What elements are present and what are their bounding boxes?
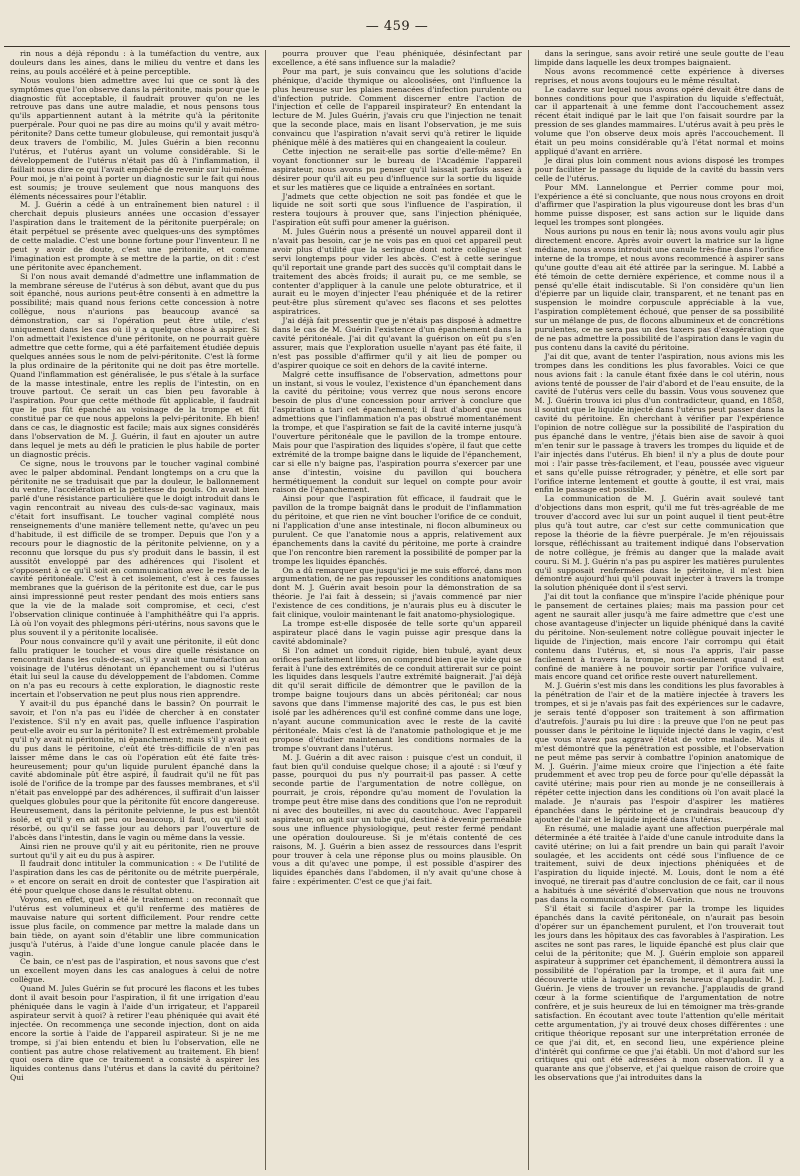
paragraph: M. J. Guérin a cédé à un entraînement bien naturel : il cherchait depuis plusieurs années une occasion d'essayer l'aspiration dans le traitement de la péritonite puerpérale; on était perpétuel se présente avec quelques-uns des symptômes de cette maladie. C'est une bonne fortune pour l'inventeur. Il ne peut y avoir de doute, c'est une péritonite, et comme l'imagination est prompte à se mettre de la partie, on dit : c'est une péritonite avec épanchement. [10, 200, 260, 272]
paragraph: pourra prouver que l'eau phéniquée, désinfectant par excellence, a été sans influence sur la maladie? [272, 50, 522, 67]
paragraph: Nous voulons bien admettre avec lui que ce sont là des symptômes que l'on observe dans la péritonite, mais pour que le diagnostic fût acceptable, il faudrait prouver qu'on ne les retrouve pas dans une autre maladie, et nous pensons tous qu'ils appartiennent autant à la métrite qu'à la péritonite puerpérale. Pour quoi ne pas dire au moins qu'il y avait métro-péritonite? Dans cette tumeur globuleuse, qui remontait jusqu'à deux travers de l'ombilic, M. Jules Guérin a bien reconnu l'utérus, et l'utérus ayant un volume considérable. Si le développement de l'utérus n'était pas dû à l'inflammation, il faillait nous dire ce qui l'avait empêché de revenir sur lui-même. Pour moi, je n'ai point à porter un diagnostic sur le fait qui nous est soumis; je trouve seulement que nous manquons des éléments nécessaires pour l'établir. [10, 75, 260, 201]
paragraph: J'ai dit tout la confiance que m'inspire l'acide phénique pour le pansement de certaines plaies; mais ma passion pour cet agent ne saurait aller jusqu'à me faire admettre que c'est une chose avantageuse d'injecter un liquide phéniqué dans la cavité du péritoine. Non-seulement notre collègue pouvait injecter le liquide de l'injection, mais encore l'air corrompu qui était contenu dans l'utérus, et, si nous l'a appris, l'air passe facilement à travers la trompe, non-seulement quand il est confiné de manière à ne pouvoir sortir par l'orifice vulvaire, mais encore quand cet orifice reste ouvert naturellement. [534, 592, 784, 682]
paragraph: On a dû remarquer que jusqu'ici je me suis efforcé, dans mon argumentation, de ne pas repousser les conditions anatomiques dont M. J. Guérin avait besoin pour la démonstration de sa théorie. Je l'ai fait à dessein; si j'avais commencé par nier l'existence de ces conditions, je n'aurais plus eu à discuter le fait clinique, vouloir maintenant le fait anatomo-physiologique. [272, 565, 522, 620]
paragraph: Voyons, en effet, quel a été le traitement : on reconnaît que l'utérus est volumineux et qu'il renferme des matières de mauvaise nature qui sortent difficilement. Pour rendre cette issue plus facile, on commence par mettre la malade dans un bain tiède, on ayant soin d'établir une libre communication jusqu'à l'utérus, à l'aide d'une longue canule placée dans le vagin. [10, 895, 260, 958]
paragraph: J'ai déjà fait pressentir que je n'étais pas disposé à admettre dans le cas de M. Guérin l'existence d'un épanchement dans la cavité péritonéale. J'ai dit qu'avant la guérison on eût pu s'en assurer, mais que l'exploration usuelle n'ayant pas été faite, il n'est pas possible d'affirmer qu'il y ait lieu de pomper ou d'aspirer quoique ce soit en dehors de la cavité interne. [272, 316, 522, 370]
paragraph: Ce bain, ce n'est pas de l'aspiration, et nous savons que c'est un excellent moyen dans les cas analogues à celui de notre collègue. [10, 957, 260, 985]
paragraph: Le cadavre sur lequel nous avons opéré devait être dans de bonnes conditions pour que l'aspiration du liquide s'effectuât, car il appartenait à une femme dont l'accouchement assez récent était indiqué par le lait que l'on faisait sourdre par la pression de ses glandes mammaires. L'utérus avait à peu près le volume que l'on observe deux mois après l'accouchement. Il était un peu moins considérable qu'à l'état normal et moins appliqué d'avant en arrière. [534, 84, 784, 156]
paragraph: Nous avons recommencé cette expérience à diverses reprises, et nous avons toujours eu le même résultat. [534, 66, 784, 85]
paragraph: Il faudrait donc intituler la communication : « De l'utilité de l'aspiration dans les cas de péritonite ou de métrite puerpérale, » et encore on serait en droit de contester que l'aspiration ait été pour quelque chose dans le résultat obtenu. [10, 859, 260, 896]
page-number: — 459 — [365, 19, 429, 34]
paragraph: Je dirai plus loin comment nous avions disposé les trompes pour faciliter le passage du liquide de la cavité du bassin vers celle de l'utérus. [534, 155, 784, 183]
paragraph: La communication de M. J. Guérin avait soulevé tant d'objections dans mon esprit, qu'il me fut très-agréable de me trouver d'accord avec lui sur un point auquel il tient peut-être plus qu'à tout autre, car c'est sur cette communication que repose la théorie de la fièvre puerpérale. Je m'en réjouissais lorsque, réfléchissant au traitement indiqué dans l'observation de notre collègue, je frémis au danger que la malade avait couru. Si M. J. Guérin n'a pas pu aspirer les matières purulentes qu'il supposait renfermées dans le péritoine, il m'est bien démontré aujourd'hui qu'il pouvait injecter à travers la trompe la solution phéniquée dont il s'est servi. [534, 494, 784, 593]
paragraph: Pour ma part, je suis convaincu que les solutions d'acide phénique, d'acide thymique ou alcoolisées, ont l'influence la plus heureuse sur les plaies menacées d'infection purulente ou d'infection putride. Comment discerner entre l'action de l'injection et celle de l'appareil inspirateur? En entendant la lecture de M. Jules Guérin, j'avais cru que l'injection ne tenait que la seconde place, mais en lisant l'observation, je me suis convaincu que l'aspiration n'avait servi qu'à retirer le liquide phénique mêlé à des matières qui en changeaient la couleur. [272, 66, 522, 148]
paragraph: Ainsi rien ne prouve qu'il y ait eu péritonite, rien ne prouve surtout qu'il y ait eu du pus à aspirer. [10, 841, 260, 860]
paragraph: En résumé, une maladie ayant une affection puerpérale mal déterminée a été traitée à l'aide d'une canule introduite dans la cavité utérine; on lui a fait prendre un bain qui paraît l'avoir soulagée, et les accidents ont cédé sous l'influence de ce traitement, suivi de deux injections phéniquées et de l'aspiration du liquide injecté. M. Louis, dont le nom a été invoqué, ne tirerait pas d'autre conclusion de ce fait, car il nous a habitués à une sévérité d'observation que nous ne trouvons pas dans la communication de M. Guérin. [534, 823, 784, 905]
column-middle [265, 50, 527, 1170]
paragraph: S'il était si facile d'aspirer par la trompe les liquides épanchés dans la cavité péritonéale, on n'aurait pas besoin d'opérer sur un épanchement purulent, et l'on trouverait tout les jours dans les hôpitaux des cas favorables à l'aspiration. Les ascites ne sont pas rares, le liquide épanché est plus clair que celui de la péritonite; que M. J. Guérin emploie son appareil aspirateur à supprimer cet épanchement, il démontrera aussi la possibilité de l'opération par la trompe, et il aura fait une découverte utile à laquelle je serais heureux d'applaudir. M. J. Guérin. Je viens de trouver un revanche. J'applaudis de grand cœur à la forme scientifique de l'argumentation de notre confrère, et je suis heureux de lui en témoigner ma très-grande satisfaction. En écoutant avec toute l'attention qu'elle méritait cette argumentation, j'y ai trouvé deux choses différentes : une critique théorique reposant sur une interprétation erronée de ce que j'ai dit, et, en second lieu, une expérience pleine d'intérêt qui confirme ce que j'ai établi. Un mot d'abord sur les critiques qui ont été adressées à mon observation. Il y a quarante ans que j'observe, et j'ai quelque raison de croire que les observations que j'ai introduites dans la [534, 904, 784, 1083]
paragraph: Nous aurions pu nous en tenir là; nous avons voulu agir plus directement encore. Après avoir ouvert la matrice sur la ligne médiane, nous avons introduit une canule très-fine dans l'orifice interne de la trompe, et nous avons recommencé à aspirer sans qu'une goutte d'eau ait été attirée par la seringue. M. Labbé a été témoin de cette dernière expérience, et comme nous il a pensé qu'elle était indiscutable. Si l'on considère qu'un lien d'épierre par un liquide clair, transparent, et ne tenant pas en suspension le moindre corpuscule appréciable à la vue, l'aspiration complètement échoué, que penser de sa possibilité sur un mélange de pus, de flocons albumineux et de concrétions purulentes, ce ne sera pas un des taxers pas d'exagération que de ne pas admettre la possibilité de l'aspiration dans le vagin du pus contenu dans la cavité du péritoine. [534, 227, 784, 352]
paragraph: Ce signe, nous le trouvons par le toucher vaginal combiné avec le palper abdominal. Pendant longtemps on a cru que la péritonite ne se traduisait que par la douleur, le ballonnement du ventre, l'accélération et la petitesse du pouls. On avait bien parlé d'une résistance particulière que le doigt introduit dans le vagin rencontrait au niveau des culs-de-sac vaginaux, mais c'était fort insuffisant. Le toucher vaginal complété nous renseignements d'une manière tellement nette, qu'avec un peu d'habitude, il est difficile de se tromper. Depuis que l'on y a recours pour le diagnostic de la péritonite pelvienne, on y a reconnu que lorsque du pus s'y produit dans le bassin, il est aussitôt enveloppé par des adhérences qui l'isolent et s'opposent à ce qu'il soit en communication avec le reste de la cavité péritonéale. C'est à cet isolement, c'est à ces fausses membranes que la guérison de la péritonite est due, car le pus ainsi impressionné peut rester pendant des mois entiers sans que la vie de la malade soit compromise, et ceci, c'est l'observation clinique continuée à l'amphithéâtre qui l'a appris. Là où l'on voyait des phlegmons péri-utérins, nous savons que le plus souvent il y a péritonite localisée. [10, 458, 260, 637]
paragraph: M. J. Guérin a dit avec raison : puisque c'est un conduit, il faut bien qu'il conduise quelque chose; il a ajouté : si l'œuf y passe, pourquoi du pus n'y pourrait-il pas passer. A cette seconde partie de l'argumentation de notre collègue, on pourrait, je crois, répondre qu'au moment de l'ovulation la trompe peut être mise dans des conditions que l'on ne reproduit ni avec des bouteilles, ni avec du caoutchouc. Avec l'appareil aspirateur, on agit sur un tube qui, destiné à devenir perméable sous une influence physiologique, peut rester fermé pendant une opération douloureuse. Si je m'étais contenté de ces raisons, M. J. Guérin a bien assez de ressources dans l'esprit pour trouver à cela une réponse plus ou moins plausible. On vous a dit qu'avec une pompe, il est possible d'aspirer des liquides épanchés dans l'abdomen, il n'y avait qu'une chose à faire : expérimenter. C'est ce que j'ai fait. [272, 752, 522, 887]
paragraph: Pour nous convaincre qu'il y avait une péritonite, il eût donc fallu pratiquer le toucher et vous dire quelle résistance on rencontrait dans les culs-de-sac, s'il y avait une tuméfaction au voisinage de l'utérus dénotant un épanchement ou si l'utérus était lui seul la cause du développement de l'abdomen. Comme on n'a pas eu recours à cette exploration, le diagnostic reste incertain et l'observation ne peut plus nous rien apprendre. [10, 636, 260, 700]
paragraph: Si l'on admet un conduit rigide, bien tubulé, ayant deux orifices parfaitement libres, on comprend bien que le vide qui se ferait à l'une des extrémités de ce conduit attirerait sur ce point les liquides dans lesquels l'autre extrémité baignerait. J'ai déjà dit qu'il serait difficile de démontrer que le pavillon de la trompe baigne toujours dans un abcès péritonéal; car nous savons que dans l'immense majorité des cas, le pus est bien isolé par les adhérences qu'il est confiné comme dans une loge, n'ayant aucune communication avec le reste de la cavité péritonéale. Mais c'est là de l'anatomie pathologique et je me propose d'étudier maintenant les conditions normales de la trompe s'ouvrant dans l'utérus. [272, 645, 522, 753]
page-header [4, 0, 790, 34]
paragraph: M. J. Guérin s'est mis dans les conditions les plus favorables à la pénétration de l'air et de la matière injectée à travers les trompes, et si je n'avais pas fait des expériences sur le cadavre, je serais tenté d'opposer son traitement à son affirmation d'autrefois. J'aurais pu lui dire : la preuve que l'on ne peut pas pousser dans le péritoine le liquide injecté dans le vagin, c'est que vous n'avez pas aggravé l'état de votre malade. Mais il m'est démontré que la pénétration est possible, et l'observation ne peut même pas servir à combattre l'opinion anatomique de M. J. Guérin. J'aime mieux croire que l'injection a été faite prudemment et avec trop peu de force pour qu'elle dépassât la cavité utérine; mais pour rien au monde je ne conseillerais à répéter cette injection dans les conditions où l'on avait placé la malade. Je n'aurais pas l'espoir d'aspirer les matières épanchées dans le péritoine et je craindrais beaucoup d'y ajouter de l'air et le liquide injecté dans l'utérus. [534, 681, 784, 824]
column-left [4, 50, 265, 1170]
paragraph: Quand M. Jules Guérin se fut procuré les flacons et les tubes dont il avait besoin pour l'aspiration, il fit une irrigation d'eau phéniquée dans le vagin à l'aide d'un irrigateur, et l'appareil aspirateur servit à quoi? à retirer l'eau phéniquée qui avait été injectée. On recommença une seconde injection, dont on aida encore la sortie à l'aide de l'appareil aspirateur. Si je ne me trompe, si j'ai bien entendu et bien lu l'observation, elle ne contient pas autre chose relativement au traitement. Eh bien! quoi osera dire que ce traitement a consisté à aspirer les liquides contenus dans l'utérus et dans la cavité du péritoine? Qui [10, 984, 260, 1083]
paragraph: rin nous a déjà répondu : à la tuméfaction du ventre, aux douleurs dans les aines, dans le milieu du ventre et dans les reins, au pouls accéléré et à peine perceptible. [10, 50, 260, 76]
paragraph: Y avait-il du pus épanché dans le bassin? On pourrait le savoir, et l'on n'a pas eu l'idée de chercher à en constater l'existence. S'il n'y en avait pas, quelle influence l'aspiration peut-elle avoir eu sur la péritonite? Il est extrêmement probable qu'il n'y avait ni péritonite, ni épanchement; mais s'il y avait eu du pus dans le péritoine, c'eût été très-difficile de n'en pas laisser même dans le cas où l'opération eût été faite très-heureusement; pour qu'un liquide purulent épanché dans la cavité abdominale pût être aspiré, il faudrait qu'il ne fût pas isolé de l'orifice de la trompe par des fausses membranes, et s'il n'était pas enveloppé par des adhérences, il suffirait d'un laisser quelques globules pour que la péritonite fût encore dangereuse. Heureusement, dans la péritonite pelvienne, le pus est bientôt isolé, et qu'il y en ait peu ou beaucoup, il faut, ou qu'il soit résorbé, ou qu'il se fasse jour au dehors par l'ouverture de l'abcès dans l'intestin, dans le vagin ou même dans la vessie. [10, 699, 260, 842]
paragraph: Malgré cette insuffisance de l'observation, admettons pour un instant, si vous le voulez, l'existence d'un épanchement dans la cavité du péritoine; vous verrez que nous serons encore besoin de plus d'une concession pour arriver à conclure que l'aspiration a tari cet épanchement; il faut d'abord que nous admettions que l'inflammation n'a pas obstrué momentanément la trompe, et que l'aspiration se fait de la cavité interne jusqu'à l'ouverture péritonéale que le pavillon de la trompe entoure. Mais pour que l'aspiration des liquides s'opère, il faut que cette extrémité de la trompe baigne dans le liquide de l'épanchement, car si elle n'y baigne pas, l'aspiration pourra s'exercer par une anse d'intestin, voisine du pavillon qui bouchera hermétiquement la conduit sur lequel on compte pour avoir raison de l'épanchement. [272, 369, 522, 495]
paragraph: Si l'on nous avait demandé d'admettre une inflammation de la membrane séreuse de l'utérus à son début, avant que du pus soit épanché, nous aurions peut-être consenti à en admettre la possibilité; mais quand nous ferions cette concession à notre collègue, nous n'aurions pas beaucoup avancé sa démonstration, car si l'opération peut être utile, c'est uniquement dans les cas où il y a quelque chose à aspirer. Si l'on admettait l'existence d'une péritonite, on ne pourrait guère admettre que cette forme, qui a été parfaitement étudiée depuis quelques années sous le nom de pelvi-péritonite. C'est là forme la plus ordinaire de la péritonite qui ne doit pas être mortelle. Quand l'inflammation est généralisée, le pus s'étale à la surface de la masse intestinale, entre les replis de l'intestin, on en trouve partout. Ce serait un cas bien peu favorable à l'aspiration. Pour que cette méthode fût applicable, il faudrait que le pus fût épanché au voisinage de la trompe et fût constitué par ce que nous appelons la pelvi-péritonite. Eh bien! dans ce cas, le diagnostic est facile; mais aux signes considérés dans l'observation de M. J. Guérin, il faut en ajouter un autre dans lequel je mets au défi le praticien le plus habile de porter un diagnostic précis. [10, 271, 260, 459]
paragraph: Ainsi pour que l'aspiration fût efficace, il faudrait que le pavillon de la trompe baignât dans le produit de l'inflammation du péritoine, et que rien ne vînt boucher l'orifice de ce conduit, ni l'application d'une anse intestinale, ni flocon albumineux ou purulent. Ce que l'anatomie nous a appris, relativement aux épanchements dans la cavité du péritoine, me porte à craindre que l'on rencontre bien rarement la possibilité de pomper par la trompe les liquides épanchés. [272, 494, 522, 566]
column-right [528, 50, 790, 1170]
text-columns [4, 50, 790, 1170]
paragraph: J'ai dit que, avant de tenter l'aspiration, nous avions mis les trompes dans les conditions les plus favorables. Voici ce que nous avions fait : la canule étant fixée dans le col utérin, nous avions tenté de pousser de l'air d'abord et de l'eau ensuite, de la cavité de l'utérus vers celle du bassin. Vous vous souvenez que M. J. Guérin trouva ici plus d'un contradicteur, quand, en 1858, il soutint que le liquide injecté dans l'utérus peut passer dans la cavité du péritoine. En cherchant à vérifier par l'expérience l'opinion de notre collègue sur la possibilité de l'aspiration du pus épanché dans le ventre, j'étais bien aise de savoir à quoi m'en tenir sur le passage à travers les trompes du liquide et de l'air injectés dans l'utérus. Eh bien! il n'y a plus de doute pour moi : l'air passe très-facilement, et l'eau, poussée avec vigueur et sans qu'elle puisse rétrograder, y pénètre, et elle sort par l'orifice interne lentement et goutte à goutte, il est vrai, mais enfin le passage est possible. [534, 351, 784, 495]
paragraph: J'admets que cette objection ne soit pas fondée et que le liquide ne soit sorti que sous l'influence de l'aspiration, il restera toujours à prouver que, sans l'injection phéniquée, l'aspiration eût suffi pour amener la guérison. [272, 191, 522, 228]
header-rule [4, 46, 790, 47]
paragraph: dans la seringue, sans avoir retiré une seule goutte de l'eau limpide dans laquelle les deux trompes baignaient. [534, 50, 784, 67]
paragraph: La trompe est-elle disposée de telle sorte qu'un appareil aspirateur placé dans le vagin puisse agir presque dans la cavité abdominale? [272, 619, 522, 646]
paragraph: Cette injection ne serait-elle pas sortie d'elle-même? En voyant fonctionner sur le bureau de l'Académie l'appareil aspirateur, nous avons pu penser qu'il laissait parfois assez à désirer pour qu'il ait eu peu d'influence sur la sortie du liquide et sur les matières que ce liquide a entraînées en sortant. [272, 146, 522, 192]
paragraph: Pour MM. Lannelongue et Perrier comme pour moi, l'expérience a été si concluante, que nous nous croyons en droit d'affirmer que l'aspiration la plus vigoureuse dont les bras d'un homme puisse disposer, est sans action sur le liquide dans lequel les trompes sont plongées. [534, 182, 784, 228]
paragraph: M. Jules Guérin nous a présenté un nouvel appareil dont il n'avait pas besoin, car je ne vois pas en quoi cet appareil peut avoir plus d'utilité que la seringue dont notre collègue s'est servi longtemps pour vider les abcès. C'est à cette seringue qu'il reportait une grande part des succès qu'il comptait dans le traitement des abcès froids; il aurait pu, ce me semble, se contenter d'appliquer à la canule une pelote obturatrice, et il aurait eu le moyen d'injecter l'eau phéniquée et de la retirer peut-être plus sûrement qu'avec ses flacons et ses pelottes aspiratrices. [272, 227, 522, 317]
